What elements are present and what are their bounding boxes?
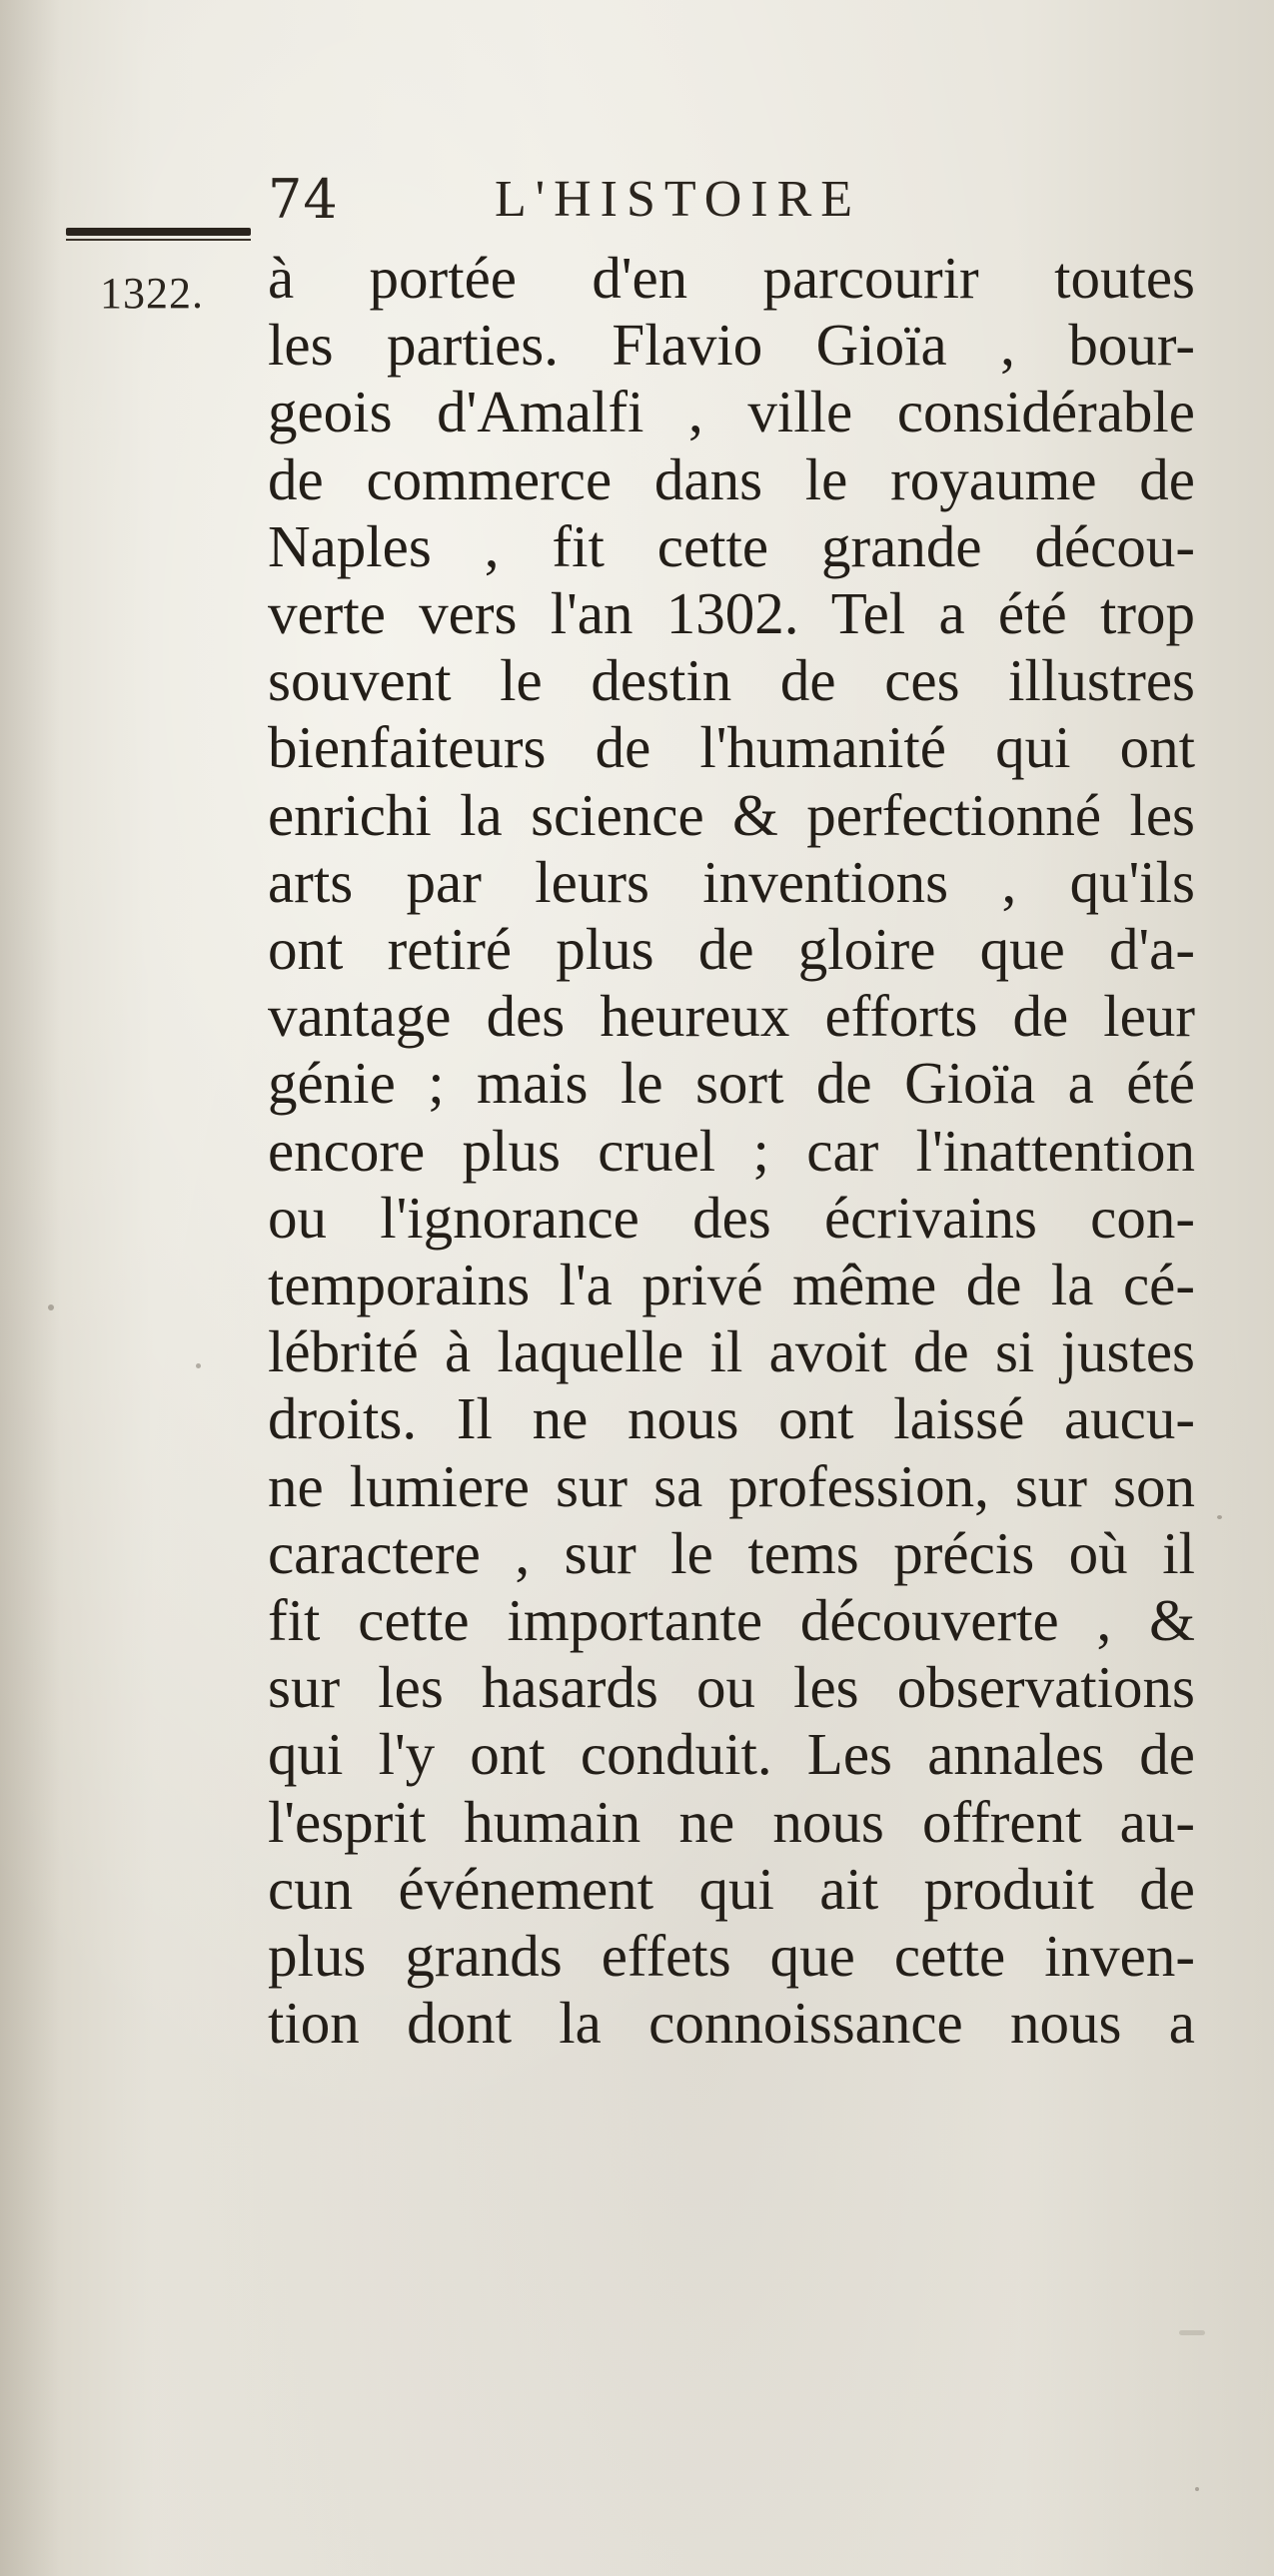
text-line: l'esprit humain ne nous offrent au- (268, 1788, 1195, 1855)
text-line: Naples , fit cette grande décou- (268, 512, 1195, 579)
running-title: L'HISTOIRE (495, 171, 862, 228)
text-line: fit cette importante découverte , & (268, 1587, 1195, 1654)
text-line: ne lumiere sur sa profession, sur son (268, 1452, 1195, 1519)
text-line: arts par leurs inventions , qu'ils (268, 848, 1195, 915)
text-line: vantage des heureux efforts de leur (268, 983, 1195, 1050)
margin-rule (66, 228, 251, 242)
text-line: qui l'y ont conduit. Les annales de (268, 1721, 1195, 1788)
text-line: les parties. Flavio Gioïa , bour- (268, 312, 1195, 379)
body-paragraph (268, 245, 1195, 2057)
text-line: sur les hasards ou les observations (268, 1654, 1195, 1721)
text-line: cun événement qui ait produit de (268, 1855, 1195, 1922)
page-gutter-shadow (0, 0, 60, 2576)
text-line: à portée d'en parcourir toutes (268, 245, 1195, 311)
text-line: génie ; mais le sort de Gioïa a été (268, 1050, 1195, 1117)
margin-rule-thick (66, 228, 251, 236)
text-line: droits. Il ne nous ont laissé aucu- (268, 1385, 1195, 1452)
page-number: 74 (268, 168, 339, 231)
text-line: bienfaiteurs de l'humanité qui ont (268, 714, 1195, 781)
text-line: ou l'ignorance des écrivains con- (268, 1184, 1195, 1251)
text-line: souvent le destin de ces illustres (268, 647, 1195, 714)
margin-rule-thin (66, 239, 251, 241)
text-line: enrichi la science & perfectionné les (268, 781, 1195, 848)
text-line: plus grands effets que cette inven- (268, 1923, 1195, 1990)
text-line: caractere , sur le tems précis où il (268, 1519, 1195, 1586)
text-line: de commerce dans le royaume de (268, 445, 1195, 512)
text-line: geois d'Amalfi , ville considérable (268, 379, 1195, 445)
text-line: temporains l'a privé même de la cé- (268, 1252, 1195, 1318)
text-line: lébrité à laquelle il avoit de si justes (268, 1318, 1195, 1385)
text-line: tion dont la connoissance nous a (268, 1990, 1195, 2057)
text-line: encore plus cruel ; car l'inattention (268, 1117, 1195, 1184)
text-line: verte vers l'an 1302. Tel a été trop (268, 580, 1195, 647)
margin-year-note: 1322. (100, 269, 204, 318)
text-line: ont retiré plus de gloire que d'a- (268, 916, 1195, 983)
